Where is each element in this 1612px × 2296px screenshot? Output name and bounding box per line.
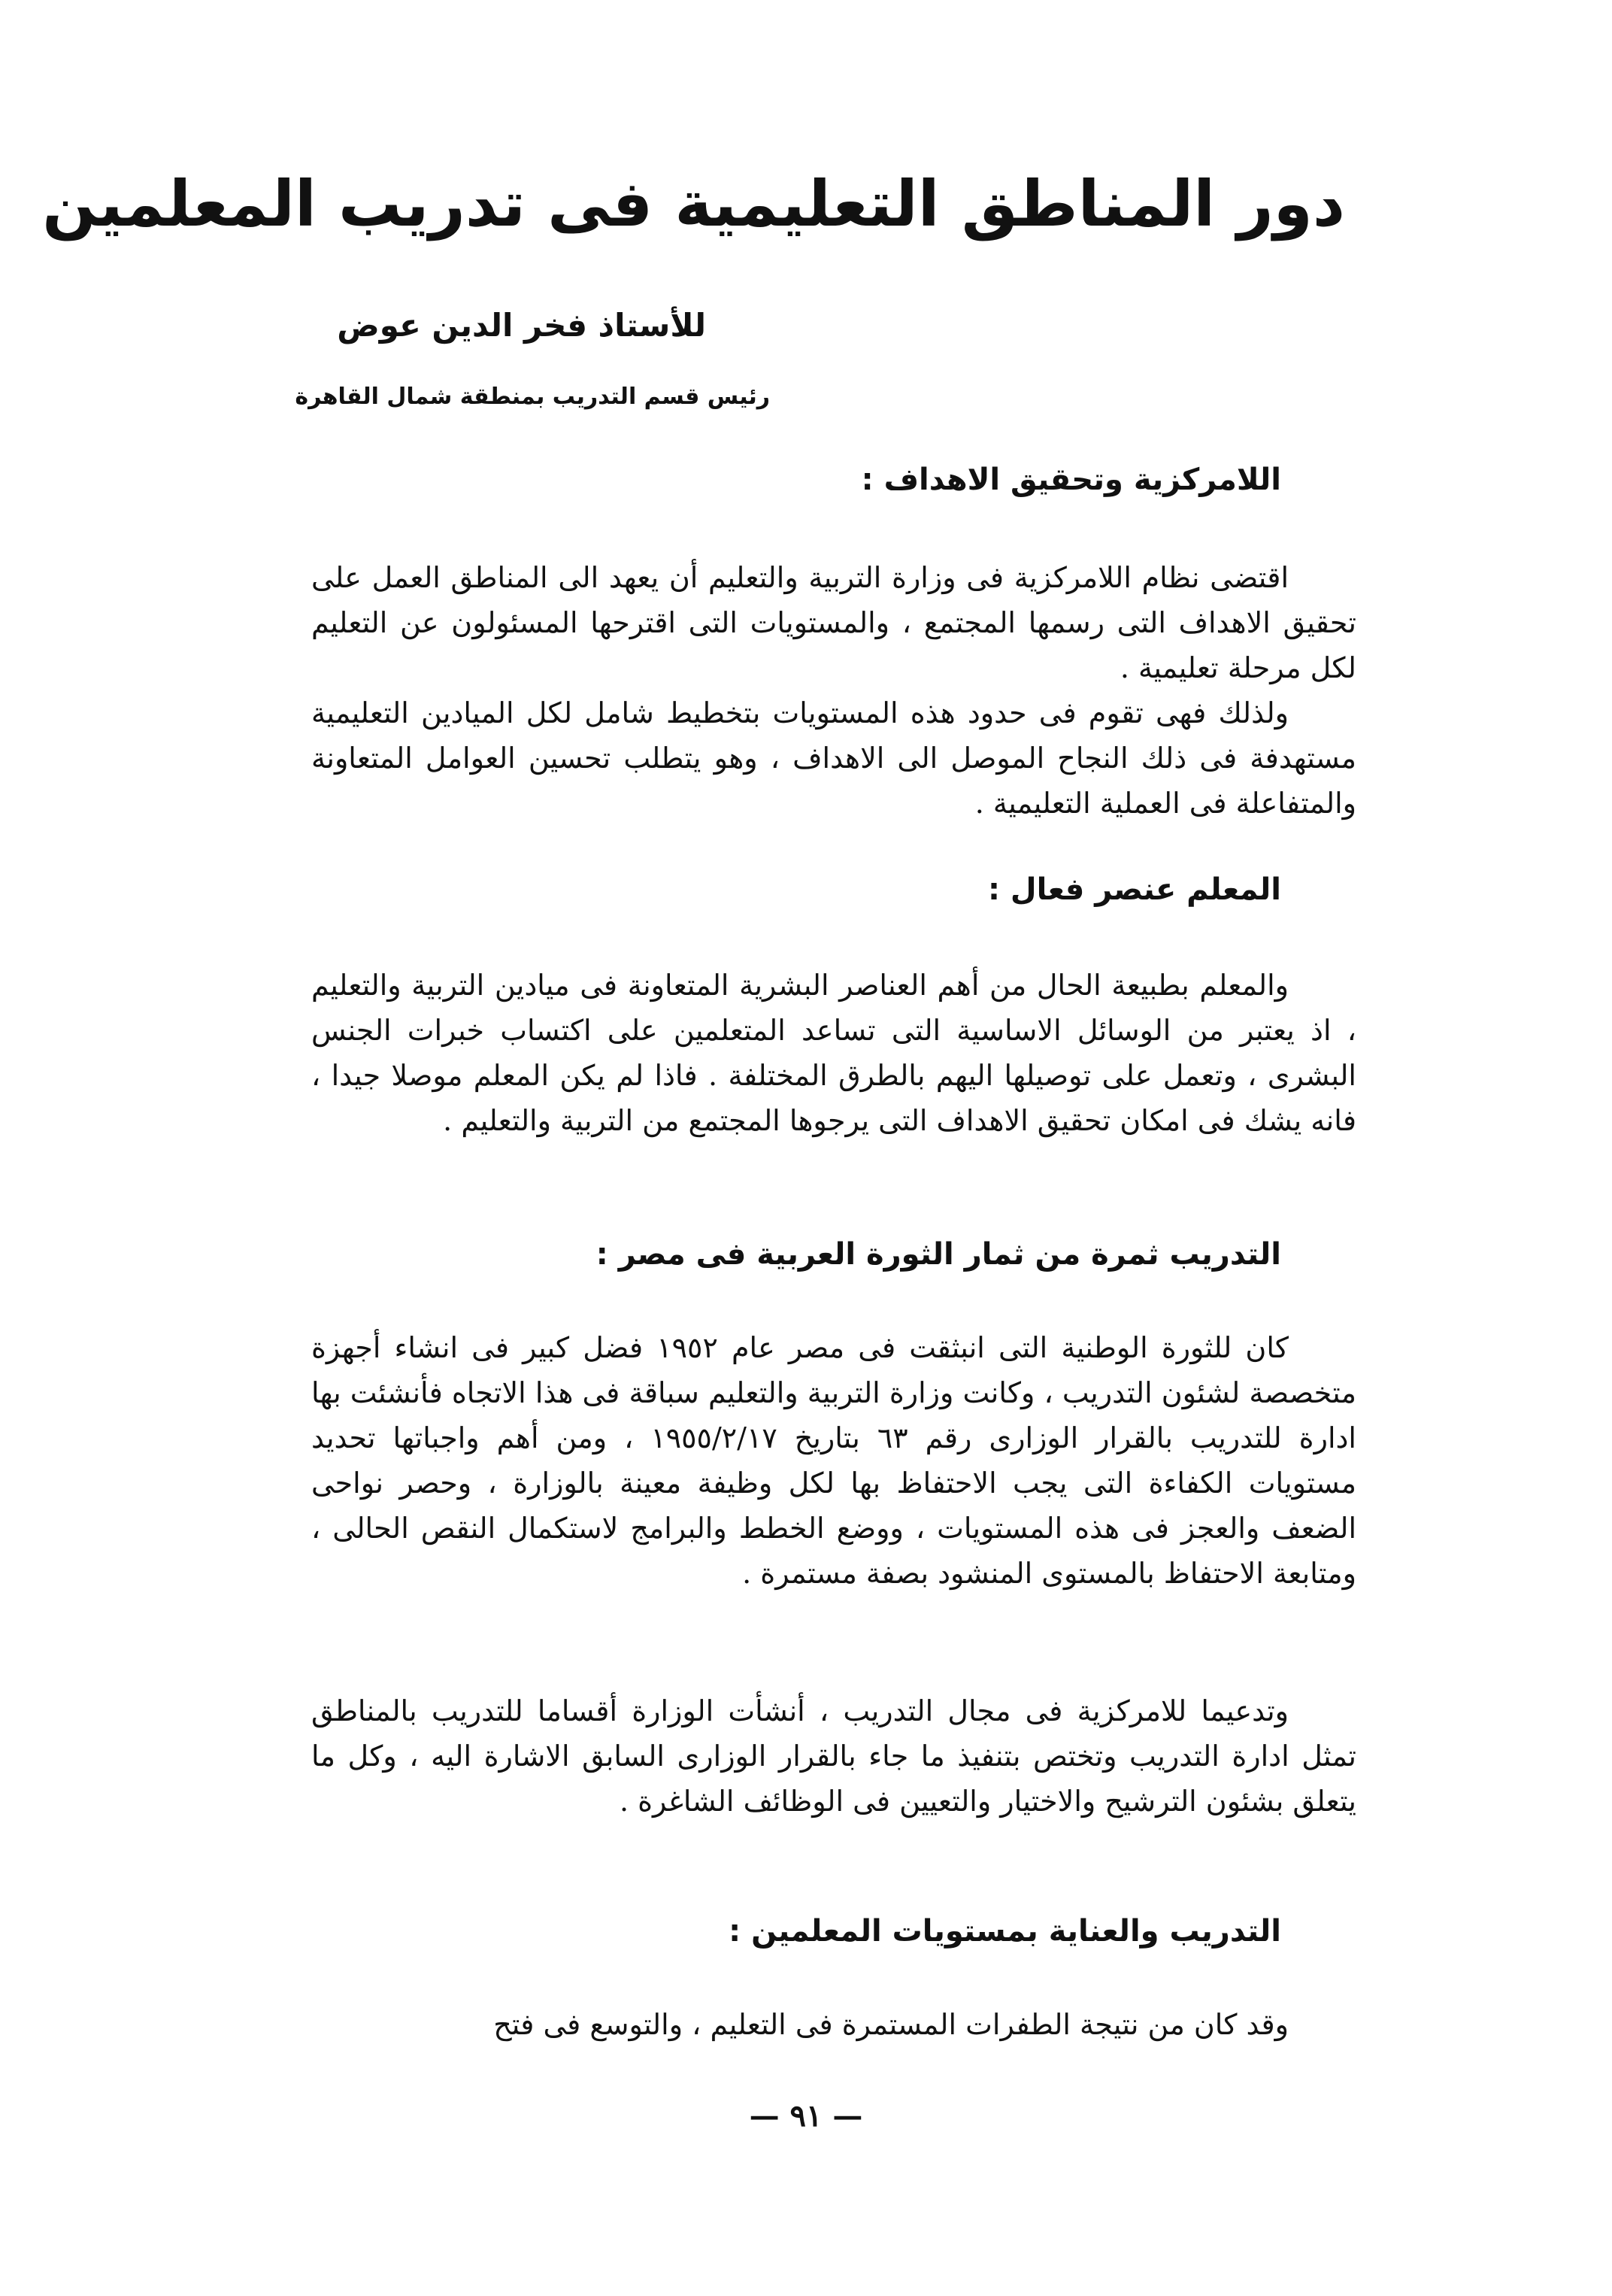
- paragraph-revolution-2: وتدعيما للامركزية فى مجال التدريب ، أنشأت الوزارة أقساما للتدريب بالمناطق تمثل ادارة التدريب وتختص بتنفيذ ما جاء بالقرار الوزارى السابق الاشارة اليه ، وكل ما يتعلق بشئون الترشيح والاختيار والتعيين فى الوظائف الشاغرة .: [311, 1694, 1356, 1818]
- page-number: — ٩١ —: [749, 2098, 863, 2134]
- section-heading-standards: التدريب والعناية بمستويات المعلمين :: [729, 1914, 1281, 1949]
- paragraph-revolution-1: كان للثورة الوطنية التى انبثقت فى مصر عام ١٩٥٢ فضل كبير فى انشاء أجهزة متخصصة لشئون التدريب ، وكانت وزارة التربية والتعليم سباقة فى هذا الاتجاه فأنشئت بها ادارة للتدريب بالقرار الوزارى رقم ٦٣ بتاريخ ١٩٥٥/٢/١٧ ، ومن أهم واجباتها تحديد مستويات الكفاءة التى يجب الاحتفاظ بها لكل وظيفة معينة بالوزارة ، وحصر نواحى الضعف والعجز فى هذه المستويات ، ووضع الخطط والبرامج لاستكمال النقص الحالى ، ومتابعة الاحتفاظ بالمستوى المنشود بصفة مستمرة .: [311, 1331, 1356, 1590]
- paragraph-decentralization-1: اقتضى نظام اللامركزية فى وزارة التربية والتعليم أن يعهد الى المناطق العمل على تحقيق الاهداف التى رسمها المجتمع ، والمستويات التى اقترحها المسئولون عن التعليم لكل مرحلة تعليمية .: [311, 561, 1356, 684]
- section-heading-decentralization: اللامركزية وتحقيق الاهداف :: [861, 463, 1281, 497]
- section-heading-teacher: المعلم عنصر فعال :: [987, 872, 1281, 907]
- article-title: دور المناطق التعليمية فى تدريب المعلمين: [42, 167, 1345, 241]
- paragraph-standards: وقد كان من نتيجة الطفرات المستمرة فى التعليم ، والتوسع فى فتح: [493, 2008, 1289, 2041]
- author-name: للأستاذ فخر الدين عوض: [337, 307, 706, 344]
- section-heading-revolution: التدريب ثمرة من ثمار الثورة العربية فى مصر :: [595, 1237, 1281, 1272]
- paragraph-teacher: والمعلم بطبيعة الحال من أهم العناصر البشرية المتعاونة فى ميادين التربية والتعليم ، اذ يعتبر من الوسائل الاساسية التى تساعد المتعلمين على اكتساب خبرات الجنس البشرى ، وتعمل على توصيلها اليهم بالطرق المختلفة . فاذا لم يكن المعلم موصلا جيدا ، فانه يشك فى امكان تحقيق الاهداف التى يرجوها المجتمع من التربية والتعليم .: [311, 969, 1356, 1137]
- author-affiliation: رئيس قسم التدريب بمنطقة شمال القاهرة: [295, 384, 770, 410]
- paragraph-decentralization-2: ولذلك فهى تقوم فى حدود هذه المستويات بتخطيط شامل لكل الميادين التعليمية مستهدفة فى ذلك النجاح الموصل الى الاهداف ، وهو يتطلب تحسين العوامل المتعاونة والمتفاعلة فى العملية التعليمية .: [311, 696, 1356, 820]
